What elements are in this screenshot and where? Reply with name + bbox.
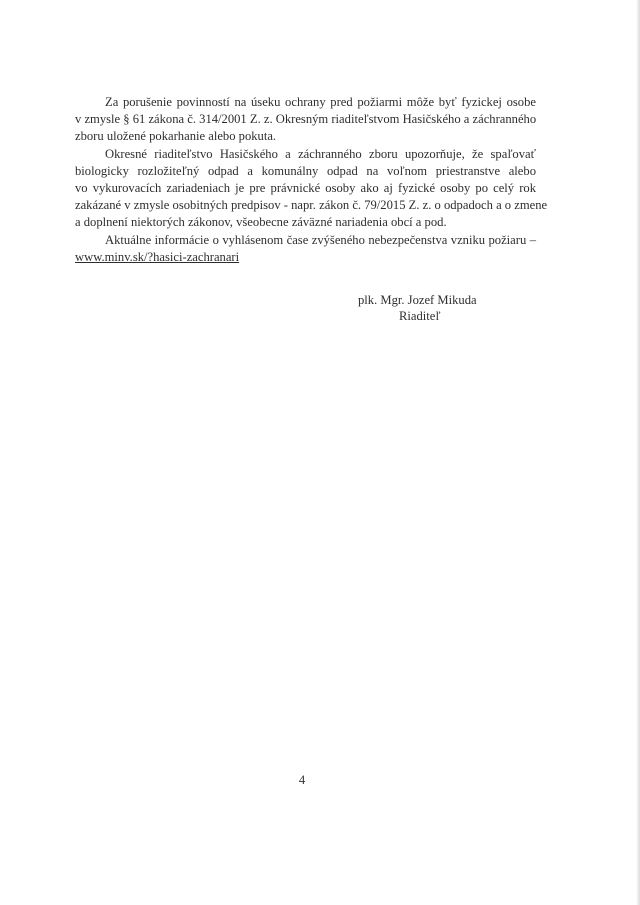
paragraph-line: v zmysle § 61 zákona č. 314/2001 Z. z. Okresným riaditeľstvom Hasičského a záchranného <box>75 112 537 126</box>
paragraph-burning-ban <box>75 146 548 231</box>
paragraph-line: Za porušenie povinností na úseku ochrany pred požiarmi môže byť fyzickej osobe <box>105 95 536 109</box>
paragraph-line: vo vykurovacích zariadeniach je pre právnické osoby ako aj fyzické osoby po celý rok <box>75 181 536 195</box>
paragraph-line: Okresné riaditeľstvo Hasičského a záchranného zboru upozorňuje, že spaľovať <box>105 147 536 161</box>
paragraph-current-info <box>75 232 536 266</box>
signatory-name: plk. Mgr. Jozef Mikuda <box>358 293 477 307</box>
signatory-title: Riaditeľ <box>399 309 441 323</box>
paragraph-line: zboru uložené pokarhanie alebo pokuta. <box>75 129 277 143</box>
paragraph-penalties <box>75 94 536 145</box>
paragraph-line: zakázané v zmysle osobitných predpisov - napr. zákon č. 79/2015 Z. z. o odpadoch a o zmene <box>75 198 548 212</box>
signature-block <box>358 292 518 324</box>
page-number: 4 <box>298 773 306 787</box>
minv-link[interactable]: www.minv.sk/?hasici-zachranari <box>75 250 240 264</box>
paragraph-line <box>75 249 536 266</box>
paragraph-line: Aktuálne informácie o vyhlásenom čase zvýšeného nebezpečenstva vzniku požiaru – <box>105 233 536 247</box>
scan-edge-shadow <box>636 0 640 905</box>
paragraph-line: biologicky rozložiteľný odpad a komunálny odpad na voľnom priestranstve alebo <box>75 164 536 178</box>
paragraph-line: a doplnení niektorých zákonov, všeobecne záväzné nariadenia obcí a pod. <box>75 215 447 229</box>
